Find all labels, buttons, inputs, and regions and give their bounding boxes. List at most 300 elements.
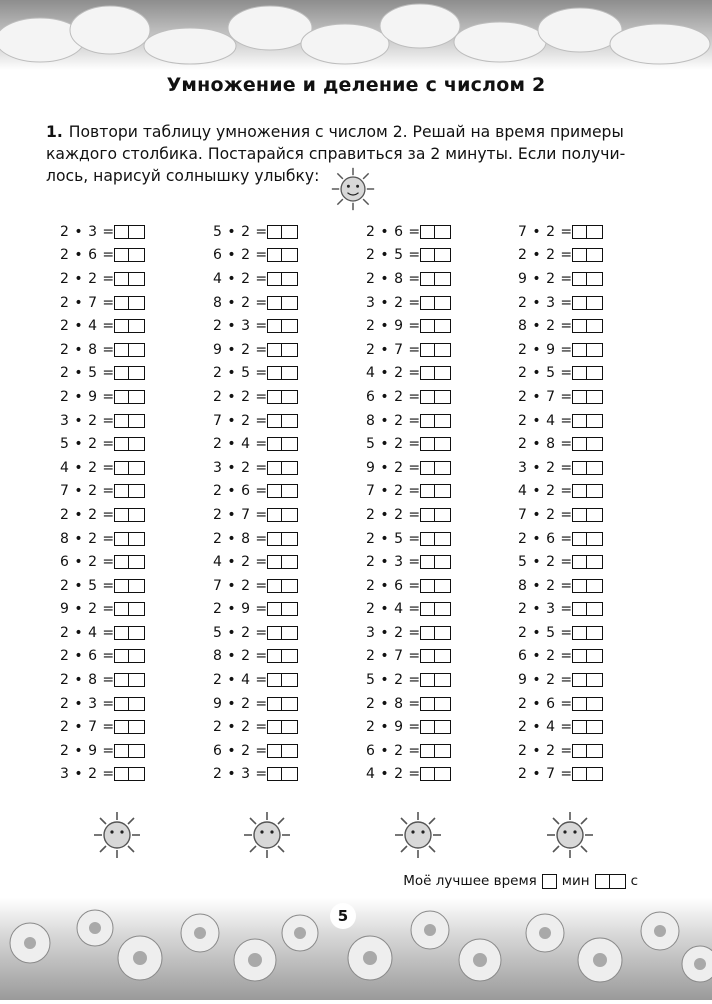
answer-boxes [420,555,451,569]
exercise-expression: 2 • 5 = [518,365,573,382]
answer-tens-box[interactable] [420,673,435,687]
answer-boxes [267,555,298,569]
exercise-row [518,385,638,409]
sun-icon[interactable] [242,810,292,860]
answer-ones-box[interactable] [282,414,298,428]
answer-boxes [420,602,451,616]
answer-ones-box[interactable] [587,579,603,593]
exercise-expression: 7 • 2 = [518,506,573,523]
answer-ones-box[interactable] [587,272,603,286]
answer-ones-box[interactable] [129,697,145,711]
answer-boxes [114,555,145,569]
answer-tens-box[interactable] [114,366,129,380]
answer-ones-box[interactable] [282,296,298,310]
answer-boxes [420,767,451,781]
answer-boxes [267,414,298,428]
answer-tens-box[interactable] [267,767,282,781]
answer-tens-box[interactable] [420,532,435,546]
answer-ones-box[interactable] [435,532,451,546]
answer-tens-box[interactable] [572,673,587,687]
answer-tens-box[interactable] [572,414,587,428]
answer-ones-box[interactable] [587,225,603,239]
answer-tens-box[interactable] [572,508,587,522]
answer-ones-box[interactable] [435,225,451,239]
exercise-expression: 2 • 4 = [60,624,115,641]
answer-ones-box[interactable] [282,626,298,640]
answer-tens-box[interactable] [114,720,129,734]
answer-tens-box[interactable] [572,697,587,711]
answer-tens-box[interactable] [420,461,435,475]
exercise-row [213,645,333,669]
answer-ones-box[interactable] [129,579,145,593]
answer-tens-box[interactable] [572,484,587,498]
answer-boxes [420,296,451,310]
answer-tens-box[interactable] [267,461,282,475]
answer-ones-box[interactable] [282,461,298,475]
answer-ones-box[interactable] [435,626,451,640]
answer-ones-box[interactable] [129,437,145,451]
answer-boxes [114,343,145,357]
answer-ones-box[interactable] [282,366,298,380]
answer-boxes [267,272,298,286]
answer-tens-box[interactable] [267,484,282,498]
answer-tens-box[interactable] [420,744,435,758]
exercise-row [213,739,333,763]
exercise-expression: 2 • 2 = [60,270,115,287]
answer-tens-box[interactable] [267,532,282,546]
answer-ones-box[interactable] [587,296,603,310]
sun-icon[interactable] [330,166,376,212]
answer-boxes [420,673,451,687]
answer-tens-box[interactable] [114,697,129,711]
answer-tens-box[interactable] [420,414,435,428]
answer-ones-box[interactable] [435,649,451,663]
answer-boxes [420,484,451,498]
answer-tens-box[interactable] [114,532,129,546]
answer-ones-box[interactable] [587,343,603,357]
answer-tens-box[interactable] [267,390,282,404]
exercise-expression: 2 • 8 = [213,530,268,547]
exercise-expression: 3 • 2 = [518,459,573,476]
answer-ones-box[interactable] [587,555,603,569]
answer-tens-box[interactable] [267,626,282,640]
answer-tens-box[interactable] [114,767,129,781]
answer-ones-box[interactable] [282,484,298,498]
answer-ones-box[interactable] [435,296,451,310]
answer-tens-box[interactable] [420,649,435,663]
answer-boxes [572,414,603,428]
answer-boxes [114,532,145,546]
column-3 [366,220,486,786]
answer-tens-box[interactable] [572,343,587,357]
answer-ones-box[interactable] [435,366,451,380]
answer-ones-box[interactable] [435,720,451,734]
seconds-ones-box[interactable] [610,874,626,889]
exercise-expression: 2 • 9 = [213,601,268,618]
answer-ones-box[interactable] [129,720,145,734]
answer-boxes [572,602,603,616]
exercise-row [366,338,486,362]
answer-boxes [420,390,451,404]
answer-tens-box[interactable] [114,744,129,758]
answer-ones-box[interactable] [587,649,603,663]
exercise-row [213,480,333,504]
answer-tens-box[interactable] [420,296,435,310]
answer-tens-box[interactable] [572,649,587,663]
answer-tens-box[interactable] [572,532,587,546]
exercise-row [213,598,333,622]
exercise-row [366,480,486,504]
answer-ones-box[interactable] [129,225,145,239]
exercise-row [518,362,638,386]
answer-tens-box[interactable] [572,626,587,640]
answer-ones-box[interactable] [435,767,451,781]
answer-ones-box[interactable] [282,248,298,262]
answer-ones-box[interactable] [435,508,451,522]
answer-ones-box[interactable] [435,602,451,616]
answer-ones-box[interactable] [587,414,603,428]
answer-tens-box[interactable] [572,248,587,262]
answer-ones-box[interactable] [129,532,145,546]
answer-ones-box[interactable] [587,744,603,758]
answer-boxes [572,744,603,758]
answer-ones-box[interactable] [129,744,145,758]
answer-tens-box[interactable] [572,390,587,404]
answer-tens-box[interactable] [267,720,282,734]
answer-tens-box[interactable] [572,720,587,734]
answer-ones-box[interactable] [129,390,145,404]
answer-tens-box[interactable] [267,673,282,687]
task-number: 1. [46,123,63,141]
answer-ones-box[interactable] [435,697,451,711]
answer-ones-box[interactable] [435,461,451,475]
answer-ones-box[interactable] [129,248,145,262]
seconds-tens-box[interactable] [595,874,610,889]
answer-ones-box[interactable] [129,366,145,380]
answer-ones-box[interactable] [435,484,451,498]
answer-tens-box[interactable] [572,461,587,475]
exercise-row [366,645,486,669]
answer-tens-box[interactable] [572,272,587,286]
exercise-expression: 2 • 9 = [60,388,115,405]
sun-icon[interactable] [92,810,142,860]
answer-boxes [267,720,298,734]
answer-tens-box[interactable] [114,272,129,286]
minutes-label: мин [561,873,590,889]
answer-boxes [114,437,145,451]
answer-ones-box[interactable] [435,272,451,286]
answer-tens-box[interactable] [572,225,587,239]
answer-boxes [114,461,145,475]
seconds-label: с [630,873,638,889]
answer-ones-box[interactable] [587,508,603,522]
answer-ones-box[interactable] [129,626,145,640]
exercise-row [60,645,180,669]
answer-boxes [420,508,451,522]
answer-boxes [572,673,603,687]
exercise-row [518,598,638,622]
answer-tens-box[interactable] [572,437,587,451]
answer-ones-box[interactable] [587,366,603,380]
answer-ones-box[interactable] [587,461,603,475]
answer-ones-box[interactable] [282,319,298,333]
answer-ones-box[interactable] [282,390,298,404]
exercise-expression: 6 • 2 = [213,247,268,264]
answer-tens-box[interactable] [114,296,129,310]
answer-ones-box[interactable] [282,579,298,593]
answer-tens-box[interactable] [267,272,282,286]
exercise-row [518,574,638,598]
answer-ones-box[interactable] [435,555,451,569]
answer-tens-box[interactable] [572,767,587,781]
answer-tens-box[interactable] [420,767,435,781]
best-time-label: Моё лучшее время [403,873,537,889]
exercise-expression: 6 • 2 = [366,388,421,405]
answer-ones-box[interactable] [129,319,145,333]
answer-ones-box[interactable] [435,673,451,687]
answer-tens-box[interactable] [114,508,129,522]
exercise-row [213,574,333,598]
exercise-row [213,550,333,574]
answer-ones-box[interactable] [282,602,298,616]
answer-tens-box[interactable] [267,366,282,380]
answer-tens-box[interactable] [420,225,435,239]
answer-tens-box[interactable] [420,437,435,451]
exercise-row [60,244,180,268]
exercise-expression: 2 • 9 = [518,341,573,358]
answer-boxes [267,744,298,758]
answer-ones-box[interactable] [282,343,298,357]
exercise-expression: 5 • 2 = [60,436,115,453]
exercise-row [518,527,638,551]
exercise-row [213,409,333,433]
answer-ones-box[interactable] [435,390,451,404]
answer-tens-box[interactable] [267,319,282,333]
page-number: 5 [330,903,356,929]
answer-tens-box[interactable] [572,602,587,616]
answer-ones-box[interactable] [282,437,298,451]
exercise-expression: 4 • 2 = [518,483,573,500]
answer-ones-box[interactable] [282,508,298,522]
answer-ones-box[interactable] [435,414,451,428]
answer-ones-box[interactable] [587,626,603,640]
answer-tens-box[interactable] [420,390,435,404]
answer-tens-box[interactable] [420,366,435,380]
answer-ones-box[interactable] [129,649,145,663]
answer-tens-box[interactable] [420,319,435,333]
answer-ones-box[interactable] [435,744,451,758]
exercise-expression: 2 • 3 = [60,695,115,712]
exercise-expression: 2 • 5 = [366,247,421,264]
answer-tens-box[interactable] [114,649,129,663]
answer-boxes [114,579,145,593]
answer-ones-box[interactable] [282,532,298,546]
answer-tens-box[interactable] [267,579,282,593]
answer-ones-box[interactable] [129,414,145,428]
answer-tens-box[interactable] [114,626,129,640]
answer-tens-box[interactable] [114,414,129,428]
task-text-line-1: Повтори таблицу умножения с числом 2. Решай на время примеры [68,123,624,141]
exercise-row [366,244,486,268]
answer-boxes [114,484,145,498]
answer-tens-box[interactable] [420,272,435,286]
answer-tens-box[interactable] [267,296,282,310]
answer-tens-box[interactable] [267,602,282,616]
answer-tens-box[interactable] [267,414,282,428]
exercise-row [518,621,638,645]
answer-ones-box[interactable] [435,343,451,357]
answer-boxes [114,673,145,687]
answer-ones-box[interactable] [587,602,603,616]
answer-tens-box[interactable] [114,343,129,357]
answer-tens-box[interactable] [572,366,587,380]
answer-tens-box[interactable] [114,602,129,616]
answer-ones-box[interactable] [587,767,603,781]
exercise-expression: 2 • 7 = [518,388,573,405]
answer-tens-box[interactable] [114,390,129,404]
answer-tens-box[interactable] [114,673,129,687]
answer-ones-box[interactable] [282,555,298,569]
answer-ones-box[interactable] [129,508,145,522]
exercise-expression: 2 • 5 = [518,624,573,641]
answer-ones-box[interactable] [435,437,451,451]
answer-tens-box[interactable] [114,555,129,569]
answer-ones-box[interactable] [129,484,145,498]
answer-ones-box[interactable] [282,744,298,758]
answer-tens-box[interactable] [572,319,587,333]
answer-ones-box[interactable] [587,437,603,451]
answer-ones-box[interactable] [587,673,603,687]
answer-ones-box[interactable] [587,484,603,498]
answer-tens-box[interactable] [267,437,282,451]
answer-ones-box[interactable] [435,248,451,262]
answer-tens-box[interactable] [114,579,129,593]
sun-icon[interactable] [545,810,595,860]
answer-ones-box[interactable] [129,461,145,475]
exercise-row [213,220,333,244]
minutes-answer-box[interactable] [542,874,557,889]
answer-ones-box[interactable] [435,579,451,593]
answer-ones-box[interactable] [587,720,603,734]
exercise-row [60,598,180,622]
answer-tens-box[interactable] [572,579,587,593]
exercise-expression: 2 • 4 = [213,672,268,689]
answer-tens-box[interactable] [267,697,282,711]
answer-boxes [572,461,603,475]
answer-boxes [572,767,603,781]
answer-ones-box[interactable] [129,296,145,310]
answer-ones-box[interactable] [129,673,145,687]
exercise-expression: 7 • 2 = [366,483,421,500]
exercise-row [60,338,180,362]
exercise-row [60,692,180,716]
answer-tens-box[interactable] [267,744,282,758]
exercise-expression: 2 • 9 = [60,742,115,759]
answer-tens-box[interactable] [420,555,435,569]
answer-ones-box[interactable] [282,720,298,734]
answer-tens-box[interactable] [114,484,129,498]
exercise-expression: 5 • 2 = [518,554,573,571]
exercise-row [60,267,180,291]
answer-tens-box[interactable] [420,626,435,640]
answer-ones-box[interactable] [435,319,451,333]
answer-tens-box[interactable] [572,296,587,310]
answer-tens-box[interactable] [267,508,282,522]
exercise-expression: 8 • 2 = [213,648,268,665]
exercise-expression: 2 • 2 = [213,388,268,405]
answer-tens-box[interactable] [114,461,129,475]
exercise-expression: 2 • 3 = [213,318,268,335]
exercise-expression: 4 • 2 = [213,554,268,571]
answer-tens-box[interactable] [420,579,435,593]
answer-tens-box[interactable] [420,697,435,711]
answer-boxes [267,484,298,498]
answer-tens-box[interactable] [267,343,282,357]
answer-tens-box[interactable] [420,508,435,522]
sun-icon[interactable] [393,810,443,860]
exercise-row [518,550,638,574]
answer-ones-box[interactable] [282,272,298,286]
answer-tens-box[interactable] [572,555,587,569]
answer-tens-box[interactable] [420,484,435,498]
answer-tens-box[interactable] [267,248,282,262]
exercise-expression: 2 • 7 = [60,294,115,311]
answer-ones-box[interactable] [282,649,298,663]
answer-boxes [420,414,451,428]
answer-ones-box[interactable] [587,532,603,546]
answer-ones-box[interactable] [282,673,298,687]
answer-tens-box[interactable] [114,319,129,333]
answer-tens-box[interactable] [114,248,129,262]
answer-ones-box[interactable] [129,602,145,616]
answer-tens-box[interactable] [114,437,129,451]
exercise-row [518,409,638,433]
answer-ones-box[interactable] [129,272,145,286]
answer-ones-box[interactable] [129,343,145,357]
answer-boxes [114,649,145,663]
answer-tens-box[interactable] [420,343,435,357]
exercise-row [60,432,180,456]
answer-tens-box[interactable] [420,602,435,616]
answer-tens-box[interactable] [572,744,587,758]
answer-ones-box[interactable] [129,767,145,781]
answer-ones-box[interactable] [587,697,603,711]
answer-tens-box[interactable] [267,649,282,663]
answer-boxes [420,248,451,262]
answer-ones-box[interactable] [129,555,145,569]
exercise-row [60,503,180,527]
answer-tens-box[interactable] [420,720,435,734]
answer-ones-box[interactable] [282,697,298,711]
answer-ones-box[interactable] [282,225,298,239]
exercise-row [60,715,180,739]
exercise-expression: 2 • 2 = [213,719,268,736]
answer-ones-box[interactable] [587,319,603,333]
cloud-header-decoration [0,0,712,70]
answer-tens-box[interactable] [267,225,282,239]
answer-tens-box[interactable] [114,225,129,239]
answer-ones-box[interactable] [282,767,298,781]
answer-ones-box[interactable] [587,248,603,262]
answer-boxes [267,390,298,404]
exercise-row [366,385,486,409]
answer-ones-box[interactable] [587,390,603,404]
answer-tens-box[interactable] [420,248,435,262]
answer-tens-box[interactable] [267,555,282,569]
exercise-expression: 3 • 2 = [60,766,115,783]
exercise-expression: 7 • 2 = [60,483,115,500]
answer-boxes [114,366,145,380]
